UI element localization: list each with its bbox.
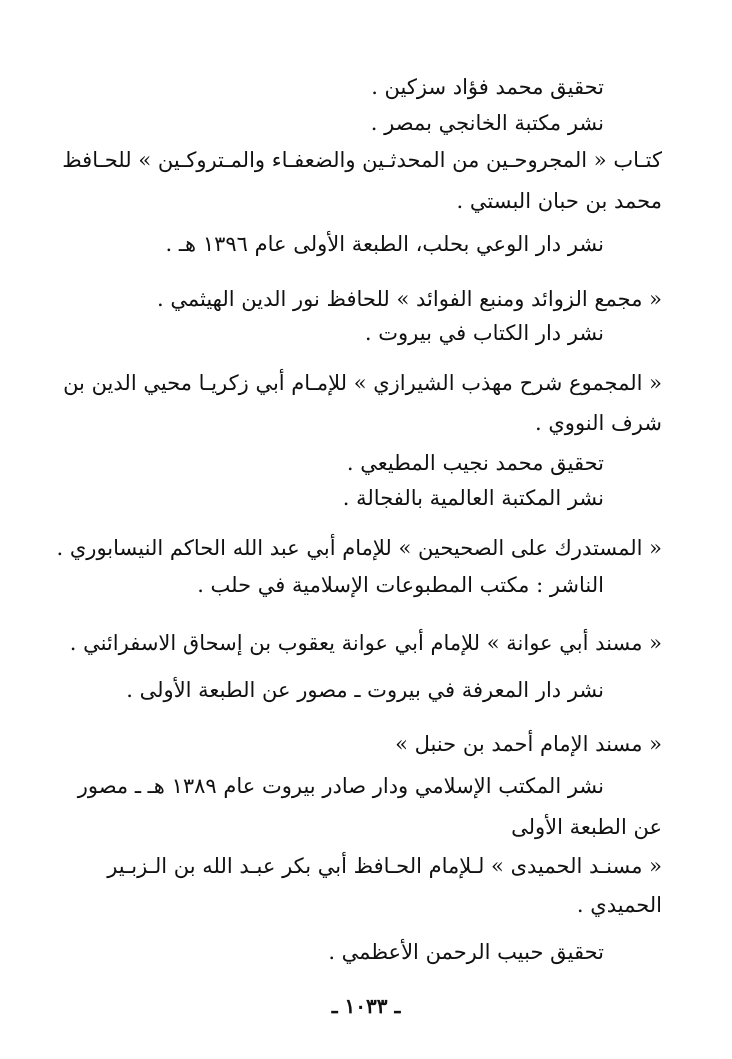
text-line: « مسنـد الحميدى » لـلإمام الحـافظ أبي بكر عبـد الله بن الـزبـير (107, 854, 662, 878)
text-line: كتـاب « المجروحـين من المحدثـين والضعفـاء والمـتروكـين » للحـافظ (62, 148, 662, 172)
text-line: نشر المكتبة العالمية بالفجالة . (342, 486, 604, 510)
text-line: الحميدي . (576, 893, 662, 917)
text-line: تحقيق محمد نجيب المطيعي . (346, 451, 604, 475)
text-line: « المجموع شرح مهذب الشيرازي » للإمـام أبي زكريـا محيي الدين بن (63, 371, 662, 395)
text-line: نشر مكتبة الخانجي بمصر . (370, 111, 604, 135)
text-line: نشر المكتب الإسلامي ودار صادر بيروت عام ١٣٨٩ هـ ـ مصور (77, 774, 604, 798)
text-line: محمد بن حبان البستي . (456, 189, 662, 213)
text-line: « المستدرك على الصحيحين » للإمام أبي عبد الله الحاكم النيسابوري . (56, 536, 662, 560)
text-line: الناشر : مكتب المطبوعات الإسلامية في حلب . (197, 573, 604, 597)
text-line: « مسند أبي عوانة » للإمام أبي عوانة يعقوب بن إسحاق الاسفرائني . (69, 631, 662, 655)
text-line: تحقيق محمد فؤاد سزكين . (371, 75, 604, 99)
text-line: تحقيق حبيب الرحمن الأعظمي . (328, 940, 604, 964)
text-line: « مجمع الزوائد ومنبع الفوائد » للحافظ نور الدين الهيثمي . (157, 287, 662, 311)
text-line: « مسند الإمام أحمد بن حنبل » (395, 732, 662, 756)
text-line: نشر دار الوعي بحلب، الطبعة الأولى عام ١٣٩٦ هـ . (165, 232, 604, 256)
text-line: شرف النووي . (535, 411, 662, 435)
text-line: نشر دار الكتاب في بيروت . (364, 321, 604, 345)
text-line: عن الطبعة الأولى (511, 815, 662, 839)
text-line: نشر دار المعرفة في بيروت ـ مصور عن الطبعة الأولى . (126, 678, 604, 702)
page-number: ـ ١٠٣٣ ـ (331, 994, 401, 1018)
